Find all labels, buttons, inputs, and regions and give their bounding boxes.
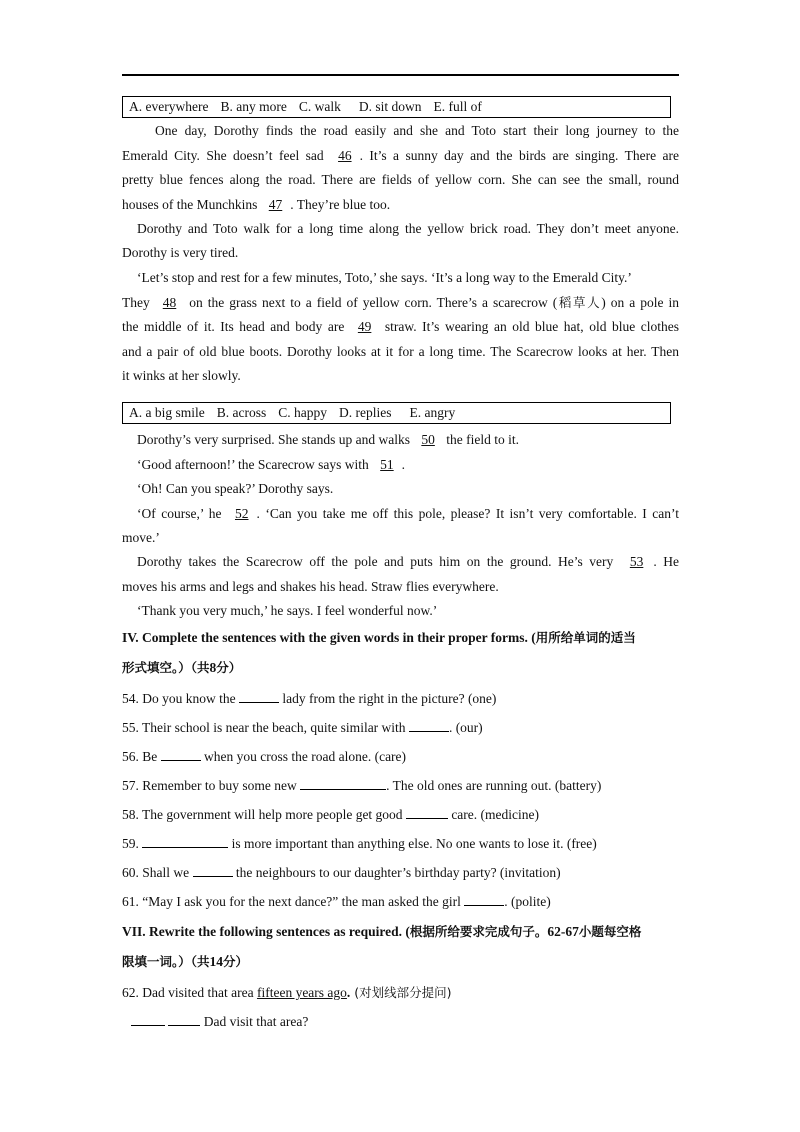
blank-51[interactable]: 51 (380, 457, 394, 472)
answer-blank-58[interactable] (406, 807, 448, 819)
blank-47[interactable]: 47 (268, 197, 283, 212)
question-62: 62. Dad visited that area fifteen years ago. (对划线部分提问) (122, 985, 452, 1000)
word-bank-box-1 (122, 96, 671, 118)
question-61: 61. “May I ask you for the next dance?” the man asked the girl . (polite) (122, 894, 551, 909)
passage-line: Dorothy takes the Scarecrow off the pole and puts him on the ground. He’s very 53 . He (137, 554, 679, 569)
answer-blank-61[interactable] (464, 894, 504, 906)
underlined-phrase: fifteen years ago (256, 985, 347, 1000)
word-bank-option: B. any more (220, 99, 287, 114)
blank-52[interactable]: 52 (234, 506, 249, 521)
passage-line: ‘Good afternoon!’ the Scarecrow says with 51 . (137, 457, 406, 472)
question-57: 57. Remember to buy some new . The old ones are running out. (battery) (122, 778, 602, 793)
blank-49[interactable]: 49 (357, 319, 372, 334)
passage-line: ‘Oh! Can you speak?’ Dorothy says. (137, 481, 334, 496)
word-bank-option: E. full of (433, 99, 482, 114)
question-54: 54. Do you know the lady from the right in the picture? (one) (122, 691, 497, 706)
passage-line: pretty blue fences along the road. There are fields of yellow corn. She can see the small, round (122, 172, 679, 187)
passage-line: Emerald City. She doesn’t feel sad 46 . It’s a sunny day and the birds are singing. There are (122, 148, 679, 163)
passage-line: the middle of it. Its head and body are 49 straw. It’s wearing an old blue hat, old blue clothes (122, 319, 679, 334)
word-bank-option: D. sit down (358, 99, 422, 114)
passage-line: They 48 on the grass next to a field of yellow corn. There’s a scarecrow (稻草人) on a pole in (122, 295, 679, 310)
answer-blank-54[interactable] (239, 691, 279, 703)
word-bank-option: C. walk (298, 99, 341, 114)
top-rule (122, 74, 679, 76)
word-bank-box-2 (122, 402, 671, 424)
word-bank-option: E. angry (409, 405, 456, 420)
question-56: 56. Be when you cross the road alone. (care) (122, 749, 407, 764)
passage-line: move.’ (122, 530, 160, 545)
question-59: 59. is more important than anything else. No one wants to lose it. (free) (122, 836, 597, 851)
blank-53[interactable]: 53 (629, 554, 644, 569)
word-bank-option: A. a big smile (129, 405, 205, 420)
passage-line: ‘Let’s stop and rest for a few minutes, Toto,’ she says. ‘It’s a long way to the Emerald City.’ (137, 270, 632, 285)
passage-line: moves his arms and legs and shakes his head. Straw flies everywhere. (122, 579, 499, 594)
question-55: 55. Their school is near the beach, quite similar with . (our) (122, 720, 483, 735)
section-7-heading-cont: 限填一词。）（共14分） (122, 954, 249, 969)
answer-blank-56[interactable] (161, 749, 201, 761)
answer-blank-57[interactable] (300, 778, 386, 790)
answer-blank-60[interactable] (193, 865, 233, 877)
section-4-heading-cont: 形式填空。）（共8分） (122, 660, 242, 675)
passage-line: One day, Dorothy finds the road easily and she and Toto start their long journey to the (155, 123, 679, 138)
question-58: 58. The government will help more people get good care. (medicine) (122, 807, 540, 822)
blank-48[interactable]: 48 (162, 295, 177, 310)
blank-46[interactable]: 46 (338, 148, 352, 163)
passage-line: it winks at her slowly. (122, 368, 241, 383)
passage-line: ‘Of course,’ he 52 . ‘Can you take me off this pole, please? It isn’t very comfortable. I can’t (137, 506, 679, 521)
answer-blank-62b[interactable] (168, 1014, 200, 1026)
passage-line: houses of the Munchkins 47 . They’re blue too. (122, 197, 391, 212)
section-7-heading: VII. Rewrite the following sentences as required. (根据所给要求完成句子。62-67小题每空格 (122, 924, 642, 939)
word-bank-option: D. replies (339, 405, 392, 420)
question-60: 60. Shall we the neighbours to our daughter’s birthday party? (invitation) (122, 865, 561, 880)
passage-line: and a pair of old blue boots. Dorothy looks at it for a long time. The Scarecrow looks at her. Then (122, 344, 679, 359)
answer-blank-62a[interactable] (131, 1014, 165, 1026)
blank-50[interactable]: 50 (421, 432, 435, 447)
answer-blank-55[interactable] (409, 720, 449, 732)
answer-blank-59[interactable] (142, 836, 228, 848)
passage-line: ‘Thank you very much,’ he says. I feel wonderful now.’ (137, 603, 438, 618)
passage-line: Dorothy and Toto walk for a long time along the yellow brick road. They don’t meet anyone. (137, 221, 679, 236)
word-bank-option: B. across (216, 405, 267, 420)
word-bank-option: C. happy (278, 405, 327, 420)
passage-line: Dorothy’s very surprised. She stands up and walks 50 the field to it. (137, 432, 519, 447)
word-bank-option: A. everywhere (129, 99, 209, 114)
passage-line: Dorothy is very tired. (122, 245, 239, 260)
section-4-heading: IV. Complete the sentences with the given words in their proper forms. (用所给单词的适当 (122, 630, 636, 645)
question-62-answer-line: Dad visit that area? (131, 1013, 688, 1031)
